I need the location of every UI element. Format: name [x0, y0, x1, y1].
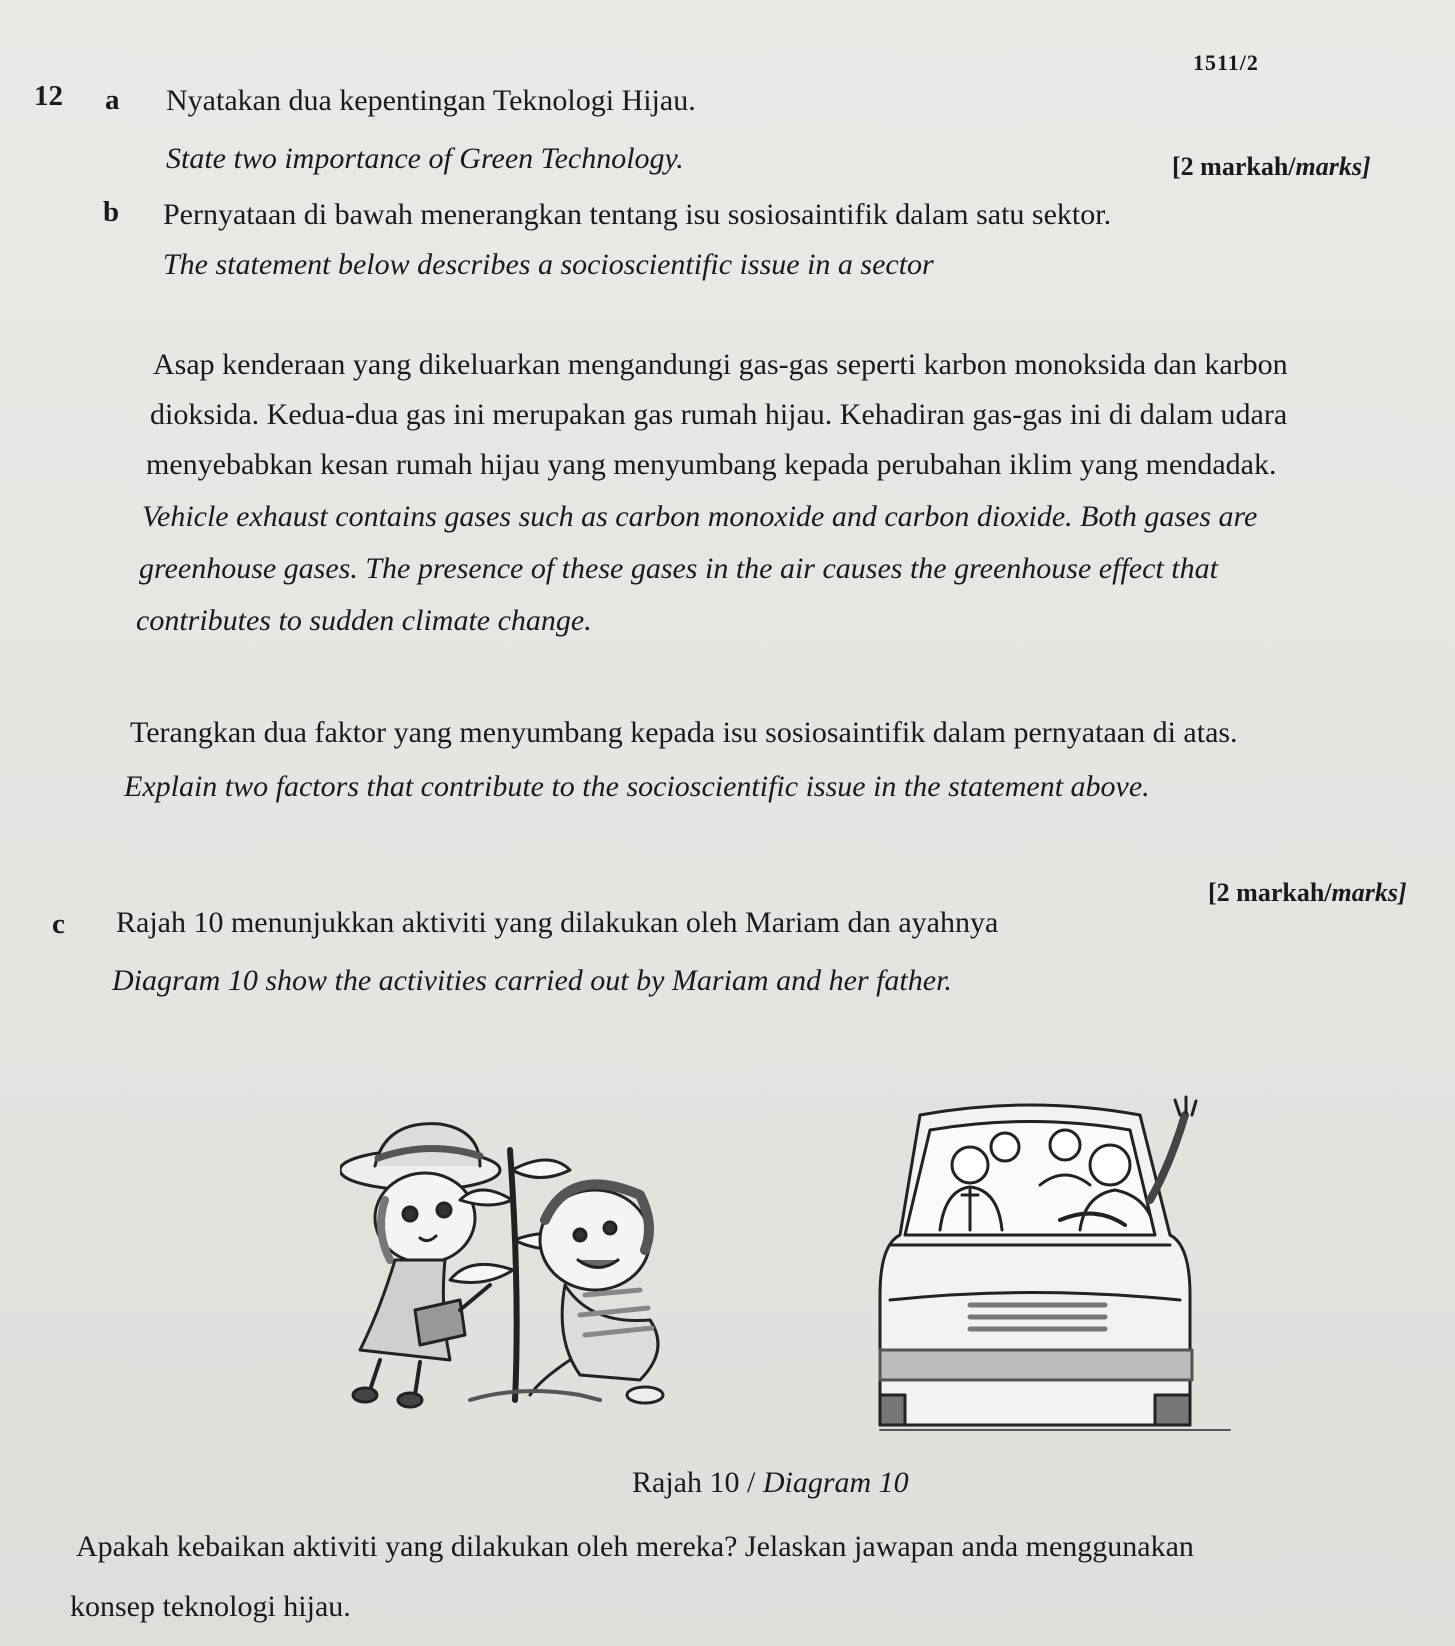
- passage-malay-line-1: Asap kenderaan yang dikeluarkan mengandungi gas-gas seperti karbon monoksida dan karbon: [153, 348, 1288, 381]
- part-c-malay: Rajah 10 menunjukkan aktiviti yang dilakukan oleh Mariam dan ayahnya: [116, 906, 999, 939]
- part-b-label: b: [103, 196, 120, 228]
- passage-english-line-3: contributes to sudden climate change.: [136, 604, 592, 637]
- part-b-malay: Pernyataan di bawah menerangkan tentang isu sosiosaintifik dalam satu sektor.: [163, 198, 1112, 231]
- marks-english: marks]: [1295, 152, 1371, 181]
- caption-malay: Rajah 10 /: [632, 1466, 763, 1499]
- caption-english: Diagram 10: [762, 1466, 909, 1499]
- marks-malay: [2 markah/: [1208, 878, 1332, 907]
- diagram-caption: [632, 1466, 909, 1500]
- part-c-question-line-1: Apakah kebaikan aktiviti yang dilakukan oleh mereka? Jelaskan jawapan anda menggunakan: [76, 1530, 1194, 1563]
- family-in-car-illustration: [870, 1095, 1250, 1435]
- part-b-question-english: Explain two factors that contribute to the socioscientific issue in the statement above.: [124, 770, 1150, 803]
- part-b-question-malay: Terangkan dua faktor yang menyumbang kepada isu sosiosaintifik dalam pernyataan di atas.: [130, 716, 1238, 749]
- part-b-marks: [1208, 878, 1407, 908]
- part-a-marks: [1172, 152, 1371, 182]
- marks-malay: [2 markah/: [1172, 152, 1296, 181]
- part-c-label: c: [52, 908, 65, 940]
- part-c-question-line-2: konsep teknologi hijau.: [70, 1590, 351, 1623]
- part-b-english: The statement below describes a socioscientific issue in a sector: [163, 248, 934, 281]
- passage-malay-line-3: menyebabkan kesan rumah hijau yang menyumbang kepada perubahan iklim yang mendadak.: [146, 448, 1277, 481]
- part-c-english: Diagram 10 show the activities carried out by Mariam and her father.: [112, 964, 952, 997]
- paper-code: 1511/2: [1193, 50, 1259, 75]
- part-a-english: State two importance of Green Technology.: [166, 142, 684, 175]
- part-a-label: a: [105, 84, 120, 116]
- passage-malay-line-2: dioksida. Kedua-dua gas ini merupakan gas rumah hijau. Kehadiran gas-gas ini di dalam udara: [150, 398, 1288, 431]
- children-planting-tree-illustration: [340, 1110, 700, 1410]
- question-number: 12: [34, 80, 63, 112]
- passage-english-line-2: greenhouse gases. The presence of these gases in the air causes the greenhouse effect that: [139, 552, 1218, 585]
- part-a-malay: Nyatakan dua kepentingan Teknologi Hijau.: [166, 84, 696, 117]
- passage-english-line-1: Vehicle exhaust contains gases such as carbon monoxide and carbon dioxide. Both gases are: [142, 500, 1258, 533]
- marks-english: marks]: [1331, 878, 1407, 907]
